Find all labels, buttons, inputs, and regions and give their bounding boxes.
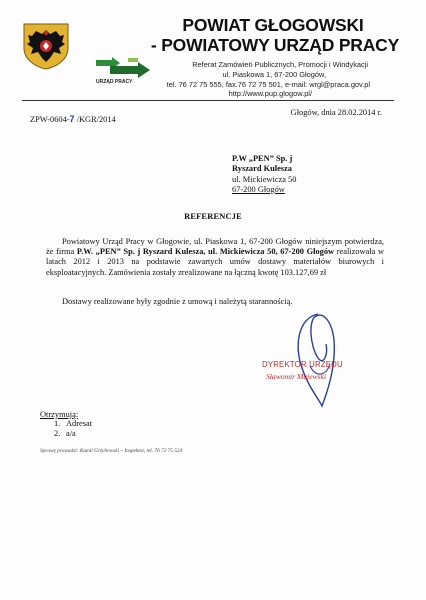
reference-handwritten: 7 — [69, 114, 75, 124]
reference-suffix: /KGR/2014 — [74, 115, 116, 124]
eagle-crest-icon — [22, 22, 70, 70]
stamp-director-name: Sławomir Majewski — [266, 372, 327, 381]
urzad-pracy-logo — [92, 56, 160, 86]
document-title: REFERENCJE — [184, 212, 242, 221]
addressee-city: 67-200 Głogów — [232, 184, 285, 194]
reference-paragraph — [46, 237, 384, 278]
recipient-item: 2. a/a — [54, 429, 76, 439]
addressee-company: P.W „PEN” Sp. j — [232, 154, 293, 163]
recipients-header: Otrzymują: — [40, 410, 79, 419]
contact-line: tel. 76 72 75 555, fax.76 72 75 501, e-mail: wrgl@praca.gov.pl — [166, 80, 370, 89]
addressee-street: ul. Mickiewicza 50 — [232, 174, 297, 184]
letter-date: Głogów, dnia 28.02.2014 r. — [290, 108, 382, 117]
recipient-item: 1. Adresat — [54, 419, 93, 428]
website-link[interactable]: http://www.pup.glogow.pl/ — [228, 89, 312, 98]
addressee-block — [232, 154, 296, 195]
addressee-person: Ryszard Kulesza — [232, 164, 292, 174]
organization-name: POWIAT GŁOGOWSKI — [182, 15, 364, 35]
reference-number — [30, 114, 116, 124]
paragraph-company-name: P.W. „PEN” Sp. j Ryszard Kulesza, ul. Mickiewicza 50, 67-200 Głogów — [76, 247, 335, 257]
organization-subtitle: - POWIATOWY URZĄD PRACY — [150, 35, 400, 55]
logo-text: URZĄD PRACY — [96, 79, 133, 85]
recipients-list — [54, 419, 92, 439]
reference-prefix: ZPW-0604- — [30, 115, 70, 124]
header-divider — [22, 100, 394, 101]
stamp-director-title: DYREKTOR URZĘDU — [262, 360, 343, 369]
address-line: ul. Piaskowa 1, 67-200 Głogów, — [222, 70, 326, 79]
paragraph-text-c: realizowała w latach 2012 i 2013 na podstawie zawartych umów dostawy materiałów biurowych i eksploatacyjnych. Zamówienia zostały zrealizowane na łączną kwotę 103.127,69 zł — [46, 247, 385, 277]
prepared-by-note: Sprawę prowadzi: Kamil Grzybowski – Inspektor, tel. 76 72 75 524 — [40, 448, 183, 454]
department-line: Referat Zamówień Publicznych, Promocji i Windykacji — [192, 60, 368, 69]
closing-paragraph: Dostawy realizowane były zgodnie z umową i należytą starannością. — [62, 297, 293, 306]
paragraph-text-a: Powiatowy Urząd Pracy w Głogowie, ul. Piaskowa 1, 67-200 Głogów niniejszym potwierdza, że firma — [46, 237, 384, 257]
